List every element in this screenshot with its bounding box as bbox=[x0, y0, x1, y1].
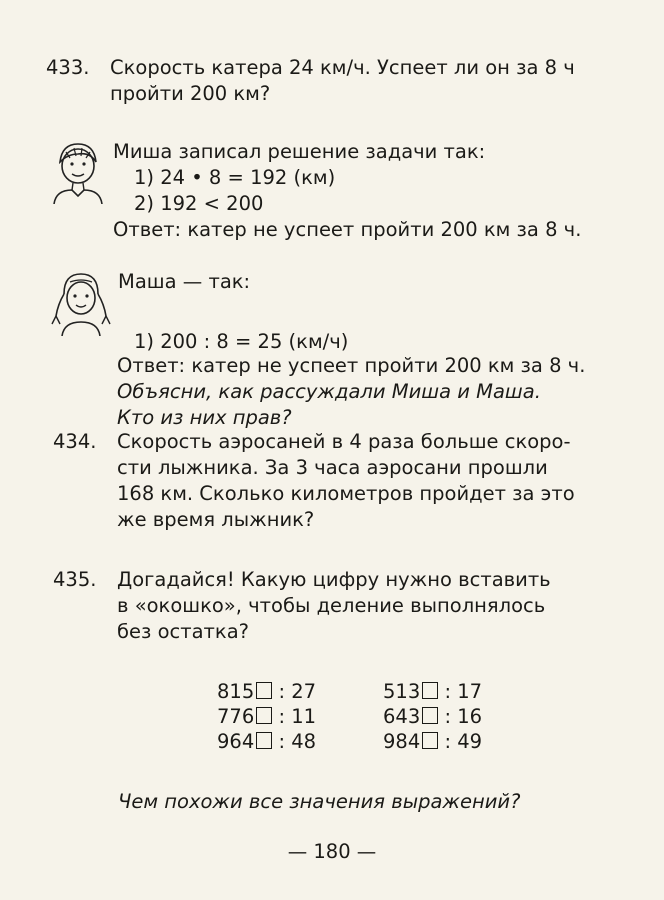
problem-433-line1: Скорость катера 24 км/ч. Успеет ли он за 8 ч bbox=[110, 56, 575, 79]
problem-434-number: 434. bbox=[53, 430, 97, 453]
problem-433-line2: пройти 200 км? bbox=[110, 82, 271, 105]
expression-left-3: 964 : 48 bbox=[217, 730, 317, 753]
digit-box bbox=[422, 682, 438, 699]
misha-step-1: 1) 24 • 8 = 192 (км) bbox=[134, 166, 336, 189]
masha-step-1: 1) 200 : 8 = 25 (км/ч) bbox=[134, 330, 349, 353]
problem-435-number: 435. bbox=[53, 568, 97, 591]
problem-434-line3: 168 км. Сколько километров пройдет за это bbox=[117, 482, 575, 505]
closing-question: Чем похожи все значения выражений? bbox=[118, 790, 521, 813]
digit-box bbox=[256, 707, 272, 724]
question-line-1: Объясни, как рассуждали Миша и Маша. bbox=[117, 380, 541, 403]
digit-box bbox=[256, 732, 272, 749]
misha-step-2: 2) 192 < 200 bbox=[134, 192, 264, 215]
expression-left-1: 815 : 27 bbox=[217, 680, 317, 703]
digit-box bbox=[422, 707, 438, 724]
problem-434-line2: сти лыжника. За 3 часа аэросани прошли bbox=[117, 456, 548, 479]
problem-435-line3: без остатка? bbox=[117, 620, 249, 643]
page-number: — 180 — bbox=[287, 840, 377, 863]
problem-434-line1: Скорость аэросаней в 4 раза больше скоро- bbox=[117, 430, 571, 453]
digit-box bbox=[422, 732, 438, 749]
girl-face-icon bbox=[50, 268, 112, 340]
problem-434-line4: же время лыжник? bbox=[117, 508, 315, 531]
problem-435-line1: Догадайся! Какую цифру нужно вставить bbox=[117, 568, 551, 591]
masha-answer: Ответ: катер не успеет пройти 200 км за 8 ч. bbox=[117, 354, 586, 377]
expression-left-2: 776 : 11 bbox=[217, 705, 317, 728]
problem-435-line2: в «окошко», чтобы деление выполнялось bbox=[117, 594, 546, 617]
expression-right-3: 984 : 49 bbox=[383, 730, 483, 753]
problem-433-number: 433. bbox=[46, 56, 90, 79]
digit-box bbox=[256, 682, 272, 699]
misha-intro: Миша записал решение задачи так: bbox=[113, 140, 486, 163]
expression-right-2: 643 : 16 bbox=[383, 705, 483, 728]
masha-intro: Маша — так: bbox=[118, 270, 251, 293]
misha-answer: Ответ: катер не успеет пройти 200 км за 8 ч. bbox=[113, 218, 582, 241]
expression-right-1: 513 : 17 bbox=[383, 680, 483, 703]
question-line-2: Кто из них прав? bbox=[117, 406, 292, 429]
boy-face-icon bbox=[46, 138, 110, 208]
